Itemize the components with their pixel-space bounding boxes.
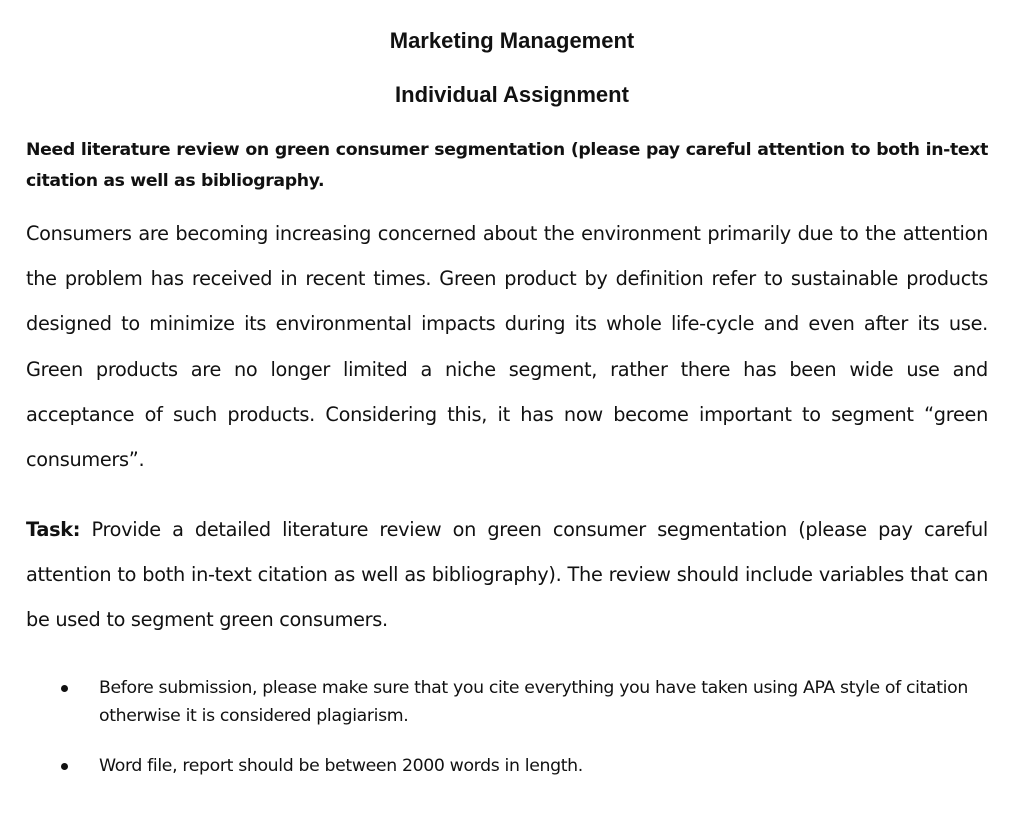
task-text: Provide a detailed literature review on green consumer segmentation (please pay careful attention to both in-text citation as well as bibliography). The review should include variables that can be used to segment green consumers. [26,518,988,632]
request-statement: Need literature review on green consumer segmentation (please pay careful attention to both in-text citation as well as bibliography. [26,140,988,191]
task-paragraph [26,507,988,643]
list-item [0,674,979,730]
list-item-text: Before submission, please make sure that you cite everything you have taken using APA style of citation otherwise it is considered plagiarism. [99,678,968,726]
document-title: Marketing Management [389,28,635,53]
list-item-text: Word file, report should be between 2000 words in length. [99,756,583,776]
bullet-icon [61,685,68,692]
task-label: Task: [26,518,81,541]
bullet-icon [61,763,68,770]
requirements-list [0,674,1024,780]
document-subtitle: Individual Assignment [395,82,629,107]
intro-paragraph: Consumers are becoming increasing concerned about the environment primarily due to the attention the problem has received in recent times. Green product by definition refer to sustainable products designed to minimize its environmental impacts during its whole life-cycle and even after its use. Green products are no longer limited a niche segment, rather there has been wide use and acceptance of such products. Considering this, it has now become important to segment “green consumers”. [26,222,988,472]
list-item [0,752,979,780]
